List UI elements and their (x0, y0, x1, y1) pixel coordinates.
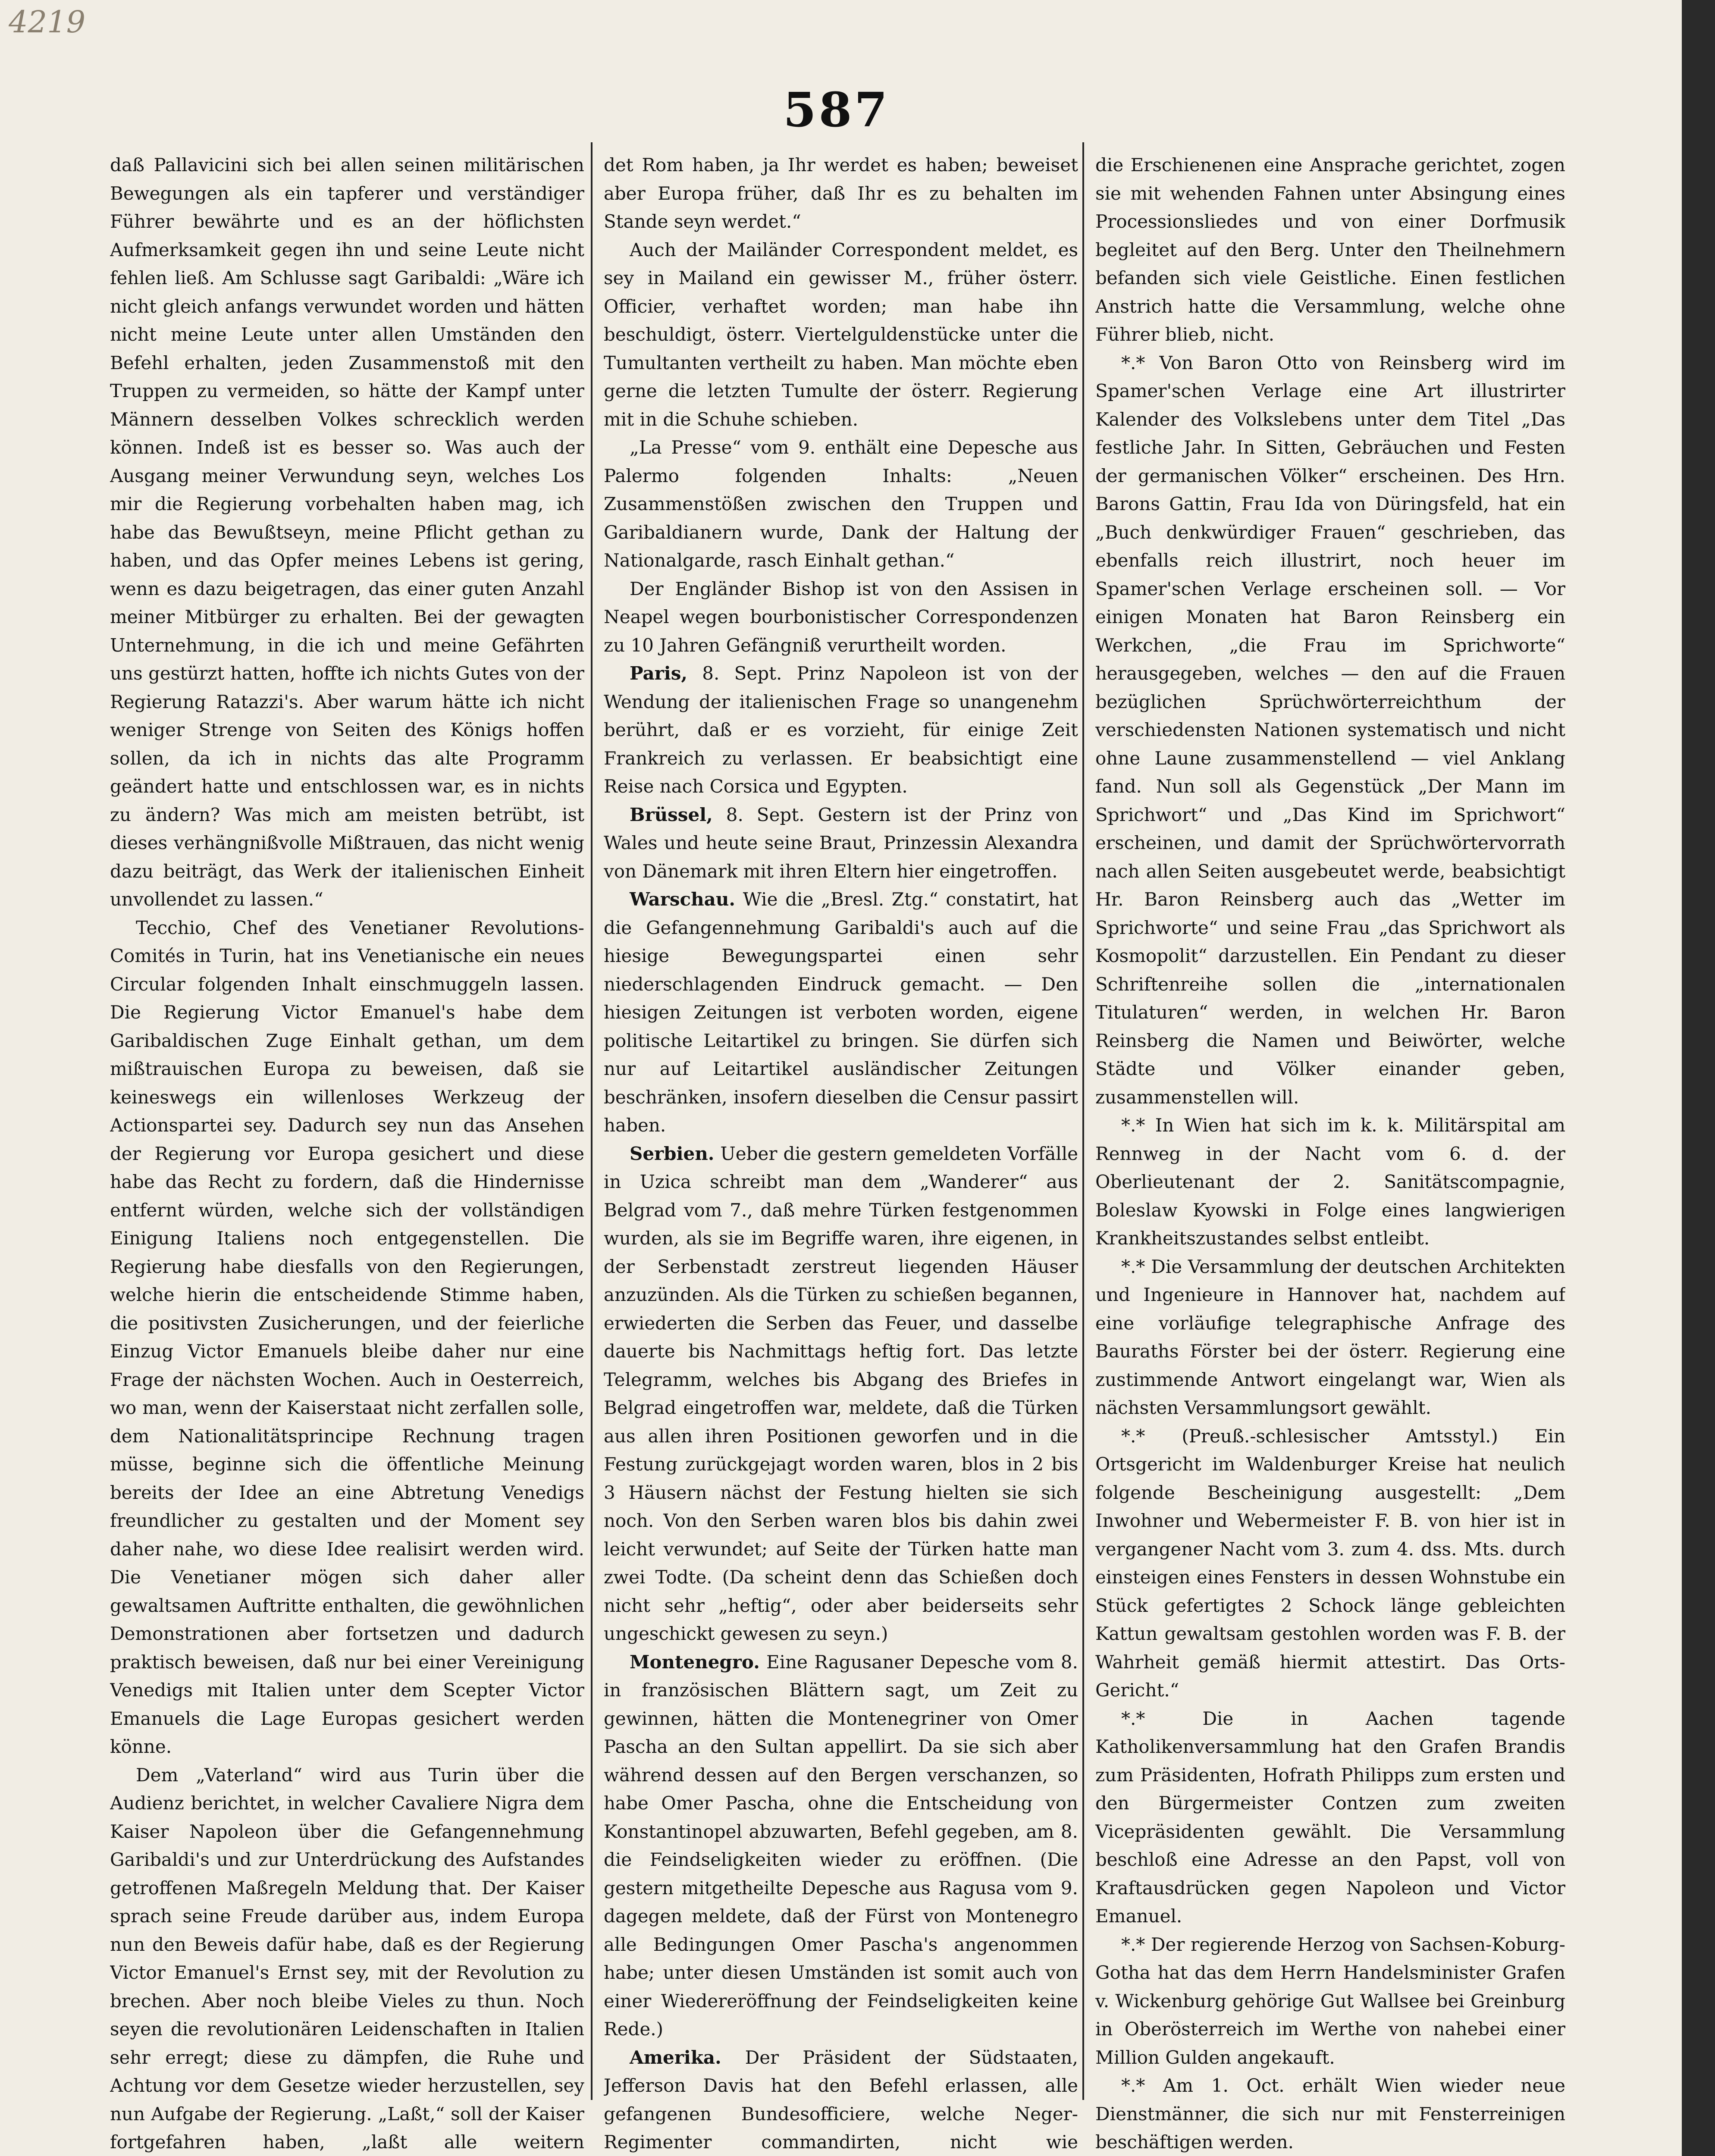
article-paragraph: Montenegro. Eine Ragusaner Depesche vom 8. in französischen Blättern sagt, um Zeit zu gewinnen, hätten die Montenegriner von Omer Pascha an den Sultan appellirt. Da sie sich aber während dessen auf den Bergen verschanzen, so habe Omer Pascha, ohne die Entscheidung von Konstantinopel abzuwarten, Befehl gegeben, am 8. die Feindseligkeiten wieder zu eröffnen. (Die gestern mitgetheilte Depesche aus Ragusa vom 9. dagegen meldete, daß der Fürst von Montenegro alle Bedingungen Omer Pascha's angenommen habe; unter diesen Umständen ist somit auch von einer Wiedereröffnung der Feindseligkeiten keine Rede.) (604, 1651, 1078, 2040)
dateline: Serbien. (630, 1143, 715, 1164)
article-paragraph: Brüssel, 8. Sept. Gestern ist der Prinz von Wales und heute seine Braut, Prinzessin Alexandra von Dänemark mit ihren Eltern hier eingetroffen. (604, 804, 1078, 882)
article-paragraph: det Rom haben, ja Ihr werdet es haben; beweiset aber Europa früher, daß Ihr es zu behalten im Stande seyn werdet.“ (604, 154, 1078, 232)
article-paragraph: Serbien. Ueber die gestern gemeldeten Vorfälle in Uzica schreibt man dem „Wanderer“ aus Belgrad vom 7., daß mehre Türken festgenommen wurden, als sie im Begriffe waren, ihre eigenen, in der Serbenstadt zerstreut liegenden Häuser anzuzünden. Als die Türken zu schießen begannen, erwiederten die Serben das Feuer, und dasselbe dauerte bis Nachmittags heftig fort. Das letzte Telegramm, welches bis Abgang des Briefes in Belgrad eingetroffen war, meldete, daß die Türken aus allen ihren Positionen geworfen und in die Festung zurückgejagt worden waren, blos in 2 bis 3 Häusern nächst der Festung hielten sie sich noch. Von den Serben waren blos bis dahin zwei leicht verwundet; auf Seite der Türken hatte man zwei Todte. (Da scheint denn das Schießen doch nicht sehr „heftig“, oder aber beiderseits sehr ungeschickt gewesen zu seyn.) (604, 1143, 1078, 1644)
column-divider (1082, 142, 1084, 2100)
article-paragraph: Tecchio, Chef des Venetianer Revolutions-Comités in Turin, hat ins Venetianische ein neues Circular folgenden Inhalt einschmuggeln lassen. Die Regierung Victor Emanuel's habe dem Garibaldischen Zuge Einhalt gethan, um dem mißtrauischen Europa zu beweisen, daß sie keineswegs ein willenloses Werkzeug der Actionspartei sey. Dadurch sey nun das Ansehen der Regierung vor Europa gesichert und diese habe das Recht zu fordern, daß die Hindernisse entfernt würden, welche sich der vollständigen Einigung Italiens noch entgegenstellen. Die Regierung habe diesfalls von den Regierungen, welche hierin die entscheidende Stimme haben, die positivsten Zusicherungen, und der feierliche Einzug Victor Emanuels bleibe daher nur eine Frage der nächsten Wochen. Auch in Oesterreich, wo man, wenn der Kaiserstaat nicht zerfallen solle, dem Nationalitätsprincipe Rechnung tragen müsse, beginne sich die öffentliche Meinung bereits der Idee an eine Abtretung Venedigs freundlicher zu gestalten und der Moment sey daher nahe, wo diese Idee realisirt werden wird. Die Venetianer mögen sich daher aller gewaltsamen Auftritte enthalten, die gewöhnlichen Demonstrationen aber fortsetzen und dadurch praktisch beweisen, daß nur bei einer Vereinigung Venedigs mit Italien unter dem Scepter Victor Emanuels die Lage Europas gesichert werden könne. (110, 917, 584, 1757)
article-paragraph: Paris, 8. Sept. Prinz Napoleon ist von der Wendung der italienischen Frage so unangenehm berührt, daß er es vorzieht, für einige Zeit Frankreich zu verlassen. Er beabsichtigt eine Reise nach Corsica und Egypten. (604, 663, 1078, 797)
article-paragraph: daß Pallavicini sich bei allen seinen militärischen Bewegungen als ein tapferer und verständiger Führer bewährte und es an der höflichsten Aufmerksamkeit gegen ihn und seine Leute nicht fehlen ließ. Am Schlusse sagt Garibaldi: „Wäre ich nicht gleich anfangs verwundet worden und hätten nicht meine Leute unter allen Umständen den Befehl erhalten, jeden Zusammenstoß mit den Truppen zu vermeiden, so hätte der Kampf unter Männern desselben Volkes schrecklich werden können. Indeß ist es besser so. Was auch der Ausgang meiner Verwundung seyn, welches Los mir die Regierung vorbehalten haben mag, ich habe das Bewußtseyn, meine Pflicht gethan zu haben, und das Opfer meines Lebens ist gering, wenn es dazu beigetragen, das einer guten Anzahl meiner Mitbürger zu erhalten. Bei der gewagten Unternehmung, in die ich und meine Gefährten uns gestürzt hatten, hoffte ich nichts Gutes von der Regierung Ratazzi's. Aber warum hätte ich nicht weniger Strenge von Seiten des Königs hoffen sollen, da ich in nichts das alte Programm geändert hatte und entschlossen war, es in nichts zu ändern? Was mich am meisten betrübt, ist dieses verhängnißvolle Mißtrauen, das nicht wenig dazu beiträgt, das Werk der italienischen Einheit unvollendet zu lassen.“ (110, 154, 584, 910)
notice-paragraph: *.* Der regierende Herzog von Sachsen-Koburg-Gotha hat das dem Herrn Handelsminister Grafen v. Wickenburg gehörige Gut Wallsee bei Greinburg in Oberösterreich im Werthe von nahebei einer Million Gulden angekauft. (1095, 1934, 1565, 2068)
article-paragraph: Dem „Vaterland“ wird aus Turin über die Audienz berichtet, in welcher Cavaliere Nigra dem Kaiser Napoleon über die Gefangennehmung Garibaldi's und zur Unterdrückung des Aufstandes getroffenen Maßregeln Meldung that. Der Kaiser sprach seine Freude darüber aus, indem Europa nun den Beweis dafür habe, daß es der Regierung Victor Emanuel's Ernst sey, mit der Revolution zu brechen. Aber noch bleibe Vieles zu thun. Noch seyen die revolutionären Leidenschaften in Italien sehr erregt; diese zu dämpfen, die Ruhe und Achtung vor dem Gesetze wieder herzustellen, sey nun Aufgabe der Regierung. „Laßt,“ soll der Kaiser fortgefahren haben, „laßt alle weitern (110, 1764, 584, 2153)
dateline: Amerika. (630, 2046, 721, 2068)
column-1 (110, 151, 584, 2156)
notice-paragraph: *.* (Preuß.-schlesischer Amtsstyl.) Ein Ortsgericht im Waldenburger Kreise hat neulich folgende Bescheinigung ausgestellt: „Dem Inwohner und Webermeister F. B. von hier ist in vergangener Nacht vom 3. zum 4. dss. Mts. durch einsteigen eines Fensters in dessen Wohnstube ein Stück gefertigtes 2 Schock länge gebleichten Kattun gewaltsam gestohlen worden was F. B. der Wahrheit gemäß hiermit attestirt. Das Orts-Gericht.“ (1095, 1425, 1565, 1701)
article-paragraph: die Erschienenen eine Ansprache gerichtet, zogen sie mit wehenden Fahnen unter Absingung eines Processionsliedes und von einer Dorfmusik begleitet auf den Berg. Unter den Theilnehmern befanden sich viele Geistliche. Einen festlichen Anstrich hatte die Versammlung, welche ohne Führer blieb, nicht. (1095, 154, 1565, 345)
scan-border (1682, 0, 1715, 2156)
notice-paragraph: *.* Am 1. Oct. erhält Wien wieder neue Dienstmänner, die sich nur mit Fensterreinigen beschäftigen werden. (1095, 2075, 1565, 2153)
article-paragraph: „La Presse“ vom 9. enthält eine Depesche aus Palermo folgenden Inhalts: „Neuen Zusammenstößen zwischen den Truppen und Garibaldianern wurde, Dank der Haltung der Nationalgarde, rasch Einhalt gethan.“ (604, 437, 1078, 571)
handwritten-corner-note: 4219 (9, 4, 86, 40)
notice-paragraph: *.* Die in Aachen tagende Katholikenversammlung hat den Grafen Brandis zum Präsidenten, Hofrath Philipps zum ersten und den Bürgermeister Contzen zum zweiten Vicepräsidenten gewählt. Die Versammlung beschloß eine Adresse an den Papst, voll von Kraftausdrücken gegen Napoleon und Victor Emanuel. (1095, 1708, 1565, 1927)
article-paragraph: Amerika. Der Präsident der Südstaaten, Jefferson Davis hat den Befehl erlassen, alle gefangenen Bundesofficiere, welche Neger-Regimenter commandirten, nicht wie (604, 2046, 1078, 2153)
column-divider (591, 142, 593, 2100)
dateline: Montenegro. (630, 1651, 760, 1673)
article-paragraph: Auch der Mailänder Correspondent meldet, es sey in Mailand ein gewisser M., früher österr. Officier, verhaftet worden; man habe ihn beschuldigt, österr. Viertelguldenstücke unter die Tumultanten vertheilt zu haben. Man möchte eben gerne die letzten Tumulte der österr. Regierung mit in die Schuhe schieben. (604, 239, 1078, 430)
notice-paragraph: *.* In Wien hat sich im k. k. Militärspital am Rennweg in der Nacht vom 6. d. der Oberlieutenant der 2. Sanitätscompagnie, Boleslaw Kyowski in Folge eines langwierigen Krankheitszustandes selbst entleibt. (1095, 1115, 1565, 1249)
column-2 (604, 151, 1078, 2156)
article-paragraph: Warschau. Wie die „Bresl. Ztg.“ constatirt, hat die Gefangennehmung Garibaldi's auch auf die hiesige Bewegungspartei einen sehr niederschlagenden Eindruck gemacht. — Den hiesigen Zeitungen ist verboten worden, eigene politische Leitartikel zu bringen. Sie dürfen sich nur auf Leitartikel ausländischer Zeitungen beschränken, insofern dieselben die Censur passirt haben. (604, 889, 1078, 1136)
notice-paragraph: *.* Die Versammlung der deutschen Architekten und Ingenieure in Hannover hat, nachdem auf eine vorläufige telegraphische Anfrage des Bauraths Förster bei der österr. Regierung eine zustimmende Antwort eingelangt war, Wien als nächsten Versammlungsort gewählt. (1095, 1256, 1565, 1418)
column-3 (1095, 151, 1565, 2156)
dateline: Brüssel, (630, 804, 713, 825)
dateline: Paris, (630, 663, 688, 684)
page-number: 587 (783, 82, 890, 138)
notice-paragraph: *.* Von Baron Otto von Reinsberg wird im Spamer'schen Verlage eine Art illustrirter Kalender des Volkslebens unter dem Titel „Das festliche Jahr. In Sitten, Gebräuchen und Festen der germanischen Völker“ erscheinen. Des Hrn. Barons Gattin, Frau Ida von Düringsfeld, hat ein „Buch denkwürdiger Frauen“ geschrieben, das ebenfalls reich illustrirt, noch heuer im Spamer'schen Verlage erscheinen soll. — Vor einigen Monaten hat Baron Reinsberg ein Werkchen, „die Frau im Sprichworte“ herausgegeben, welches — den auf die Frauen bezüglichen Sprüchwörterreichthum der verschiedensten Nationen systematisch und nicht ohne Laune zusammenstellend — viel Anklang fand. Nun soll als Gegenstück „Der Mann im Sprichwort“ und „Das Kind im Sprichwort“ erscheinen, und damit der Sprüchwörtervorrath nach allen Seiten ausgebeutet werde, beabsichtigt Hr. Baron Reinsberg auch das „Wetter im Sprichworte“ und seine Frau „das Sprichwort als Kosmopolit“ darzustellen. Ein Pendant zu dieser Schriftenreihe sollen die „internationalen Titulaturen“ werden, in welchen Hr. Baron Reinsberg die Namen und Beiwörter, welche Städte und Völker einander geben, zusammenstellen will. (1095, 352, 1565, 1108)
dateline: Warschau. (630, 889, 735, 910)
article-paragraph: Der Engländer Bishop ist von den Assisen in Neapel wegen bourbonistischer Correspondenzen zu 10 Jahren Gefängniß verurtheilt worden. (604, 578, 1078, 656)
